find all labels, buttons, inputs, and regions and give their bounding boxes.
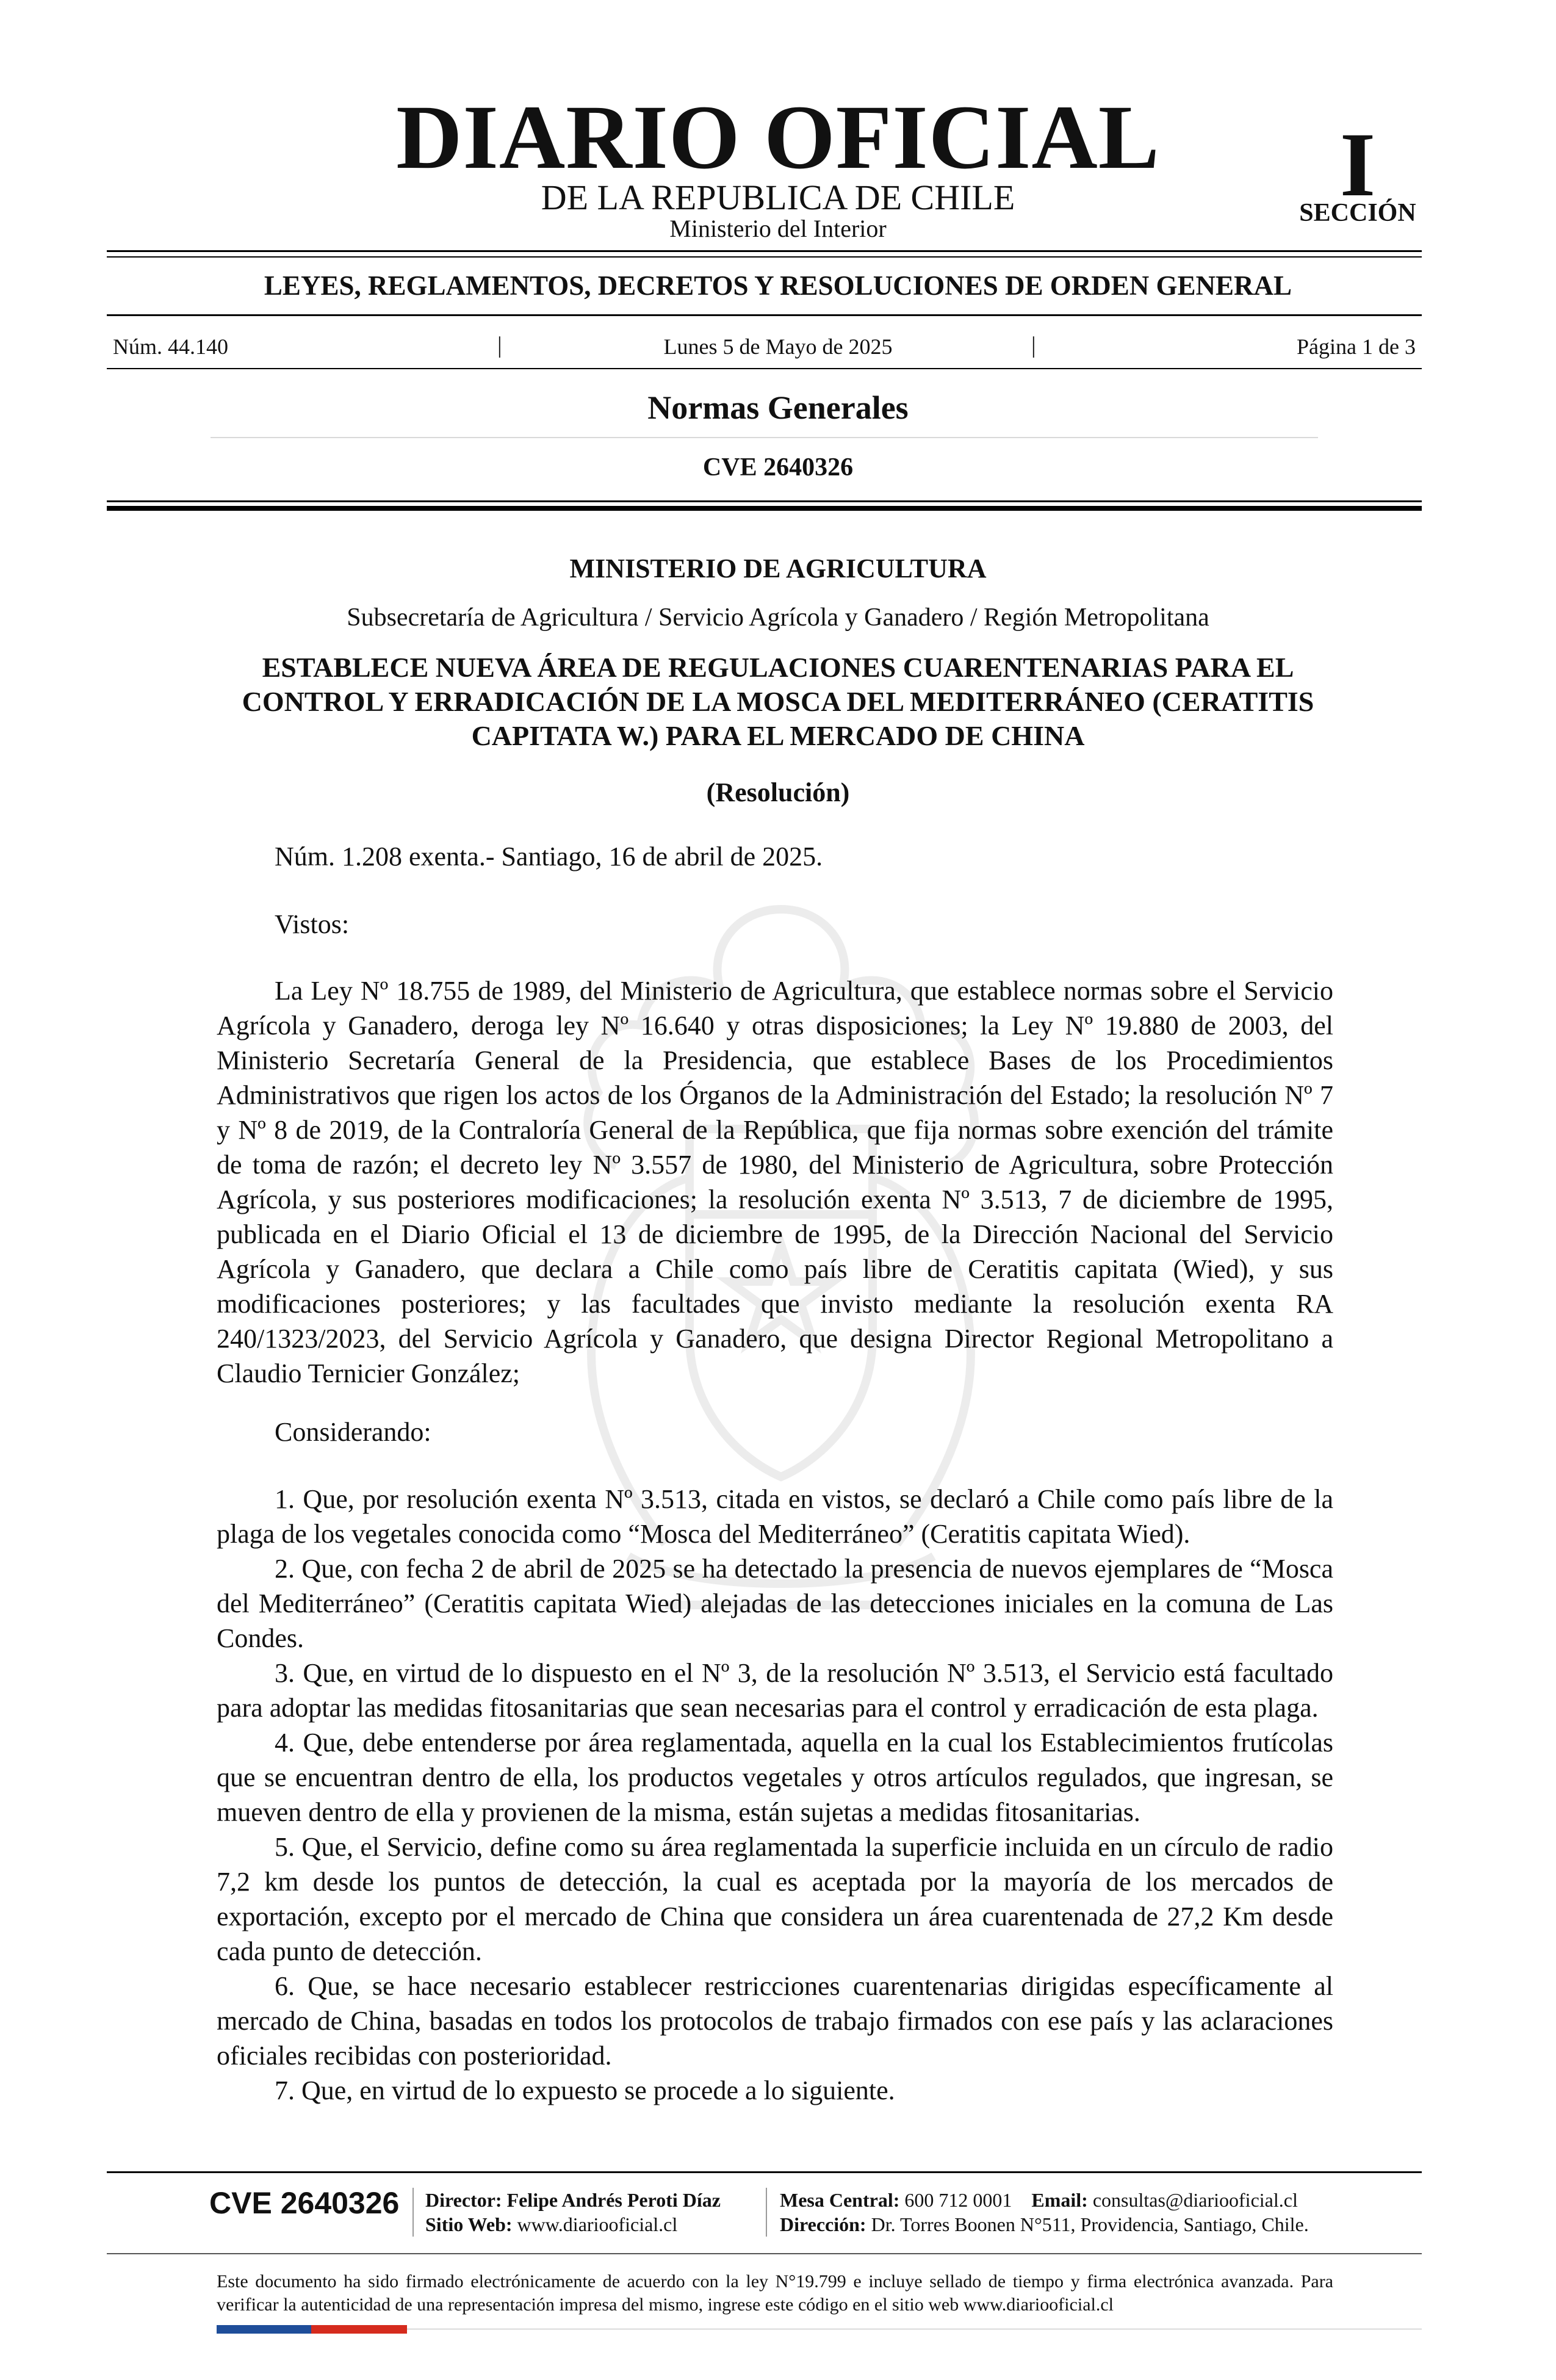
footer-rule-middle: [107, 2253, 1422, 2254]
issue-separator-left: |: [497, 333, 502, 358]
flag-bar-red: [311, 2325, 407, 2334]
document-title-line: CONTROL Y ERRADICACIÓN DE LA MOSCA DEL MEDITERRÁNEO (CERATITIS: [242, 686, 1314, 717]
considerando-item: 5. Que, el Servicio, define como su área reglamentada la superficie incluida en un círculo de radio 7,2 km desde los puntos de detección, la cual es aceptada por la mayoría de los mercados de exportación, excepto por el mercado de China que considera un área cuarentenada de 27,2 Km desde cada punto de detección.: [217, 1832, 1333, 1966]
category-bar: LEYES, REGLAMENTOS, DECRETOS Y RESOLUCIONES DE ORDEN GENERAL: [264, 270, 1292, 301]
issue-date: Lunes 5 de Mayo de 2025: [663, 334, 893, 359]
considerando-list: [217, 1482, 1333, 2108]
considerando-item: 3. Que, en virtud de lo dispuesto en el Nº 3, de la resolución Nº 3.513, el Servicio está facultado para adoptar las medidas fitosanitarias que sean necesarias para el control y erradicación de esta plaga.: [217, 1658, 1333, 1723]
document-title-line: CAPITATA W.) PARA EL MERCADO DE CHINA: [471, 720, 1085, 751]
considerando-item: 4. Que, debe entenderse por área reglamentada, aquella en la cual los Establecimientos frutícolas que se encuentran dentro de ella, los productos vegetales y otros artículos regulados, que ingresan, se mueven dentro de ella y provienen de la misma, están sujetas a medidas fitosanitarias.: [217, 1728, 1333, 1827]
masthead-rule-top: [107, 250, 1422, 252]
header-rule-bottom-1: [107, 500, 1422, 502]
director-name: Felipe Andrés Peroti Díaz: [506, 2189, 721, 2211]
document-title: [0, 651, 1556, 753]
address-label: Dirección:: [780, 2213, 866, 2235]
masthead-rule-top-2: [107, 256, 1422, 258]
issue-separator-right: |: [1031, 333, 1036, 358]
footer-separator-2: [766, 2188, 767, 2237]
considerando-item: 2. Que, con fecha 2 de abril de 2025 se ha detectado la presencia de nuevos ejemplares de “Mosca del Mediterráneo” (Ceratitis capitata Wied) alejadas de las detecciones iniciales en la comuna de Las Condes.: [217, 1554, 1333, 1653]
footer-separator-1: [412, 2188, 414, 2237]
footer-cve: CVE 2640326: [209, 2186, 400, 2220]
document-type: (Resolución): [706, 777, 850, 807]
newspaper-ministry: Ministerio del Interior: [669, 215, 887, 242]
issue-rule: [107, 368, 1422, 369]
site-label: Sitio Web:: [425, 2213, 513, 2235]
site-link[interactable]: www.diariooficial.cl: [517, 2213, 678, 2235]
email-link[interactable]: consultas@diariooficial.cl: [1092, 2189, 1298, 2211]
resolution-number-line: Núm. 1.208 exenta.- Santiago, 16 de abril de 2025.: [275, 842, 823, 871]
vistos-label: Vistos:: [275, 909, 350, 939]
email-label: Email:: [1031, 2189, 1088, 2211]
footer-contact: [780, 2188, 1309, 2237]
footer-director: [425, 2188, 721, 2237]
considerando-item: 1. Que, por resolución exenta Nº 3.513, citada en vistos, se declaró a Chile como país libre de la plaga de los vegetales conocida como “Mosca del Mediterráneo” (Ceratitis capitata Wied).: [217, 1484, 1333, 1549]
phone-label: Mesa Central:: [780, 2189, 900, 2211]
address-value: Dr. Torres Boonen N°511, Providencia, Santiago, Chile.: [871, 2213, 1309, 2235]
newspaper-subtitle: DE LA REPUBLICA DE CHILE: [541, 178, 1015, 217]
phone-value: 600 712 0001: [904, 2189, 1012, 2211]
flag-bar-blue: [217, 2325, 311, 2334]
issue-number: Núm. 44.140: [113, 334, 228, 359]
footer-rule-top: [107, 2171, 1422, 2173]
newspaper-title: DIARIO OFICIAL: [396, 87, 1160, 188]
document-ministry: MINISTERIO DE AGRICULTURA: [569, 554, 987, 583]
header-rule-bottom-2: [107, 506, 1422, 511]
section-number: I: [1339, 114, 1376, 215]
director-label: Director:: [425, 2189, 502, 2211]
section-heading-rule: [211, 437, 1318, 438]
vistos-paragraph: La Ley Nº 18.755 de 1989, del Ministerio de Agricultura, que establece normas sobre el Servicio Agrícola y Ganadero, deroga ley Nº 16.640 y otras disposiciones; la Ley Nº 19.880 de 2003, del Ministerio Secretaría General de la Presidencia, que establece Bases de los Procedimientos Administrativos que rigen los actos de los Órganos de la Administración del Estado; la resolución Nº 7 y Nº 8 de 2019, de la Contraloría General de la República, que fija normas sobre exención del trámite de toma de razón; el decreto ley Nº 3.557 de 1980, del Ministerio de Agricultura, sobre Protección Agrícola, y sus posteriores modificaciones; la resolución exenta Nº 3.513, 7 de diciembre de 1995, publicada en el Diario Oficial el 13 de diciembre de 1995, de la Dirección Nacional del Servicio Agrícola y Ganadero, que declara a Chile como país libre de Ceratitis capitata (Wied), y sus modificaciones posteriores; y las facultades que invisto mediante la resolución exenta RA 240/1323/2023, del Servicio Agrícola y Ganadero, que designa Director Regional Metropolitano a Claudio Ternicier González;: [217, 976, 1333, 1388]
section-heading: Normas Generales: [647, 389, 909, 426]
footer-legal-note: Este documento ha sido firmado electrónicamente de acuerdo con la ley N°19.799 e incluye sellado de tiempo y firma electrónica avanzada. Para verificar la autenticidad de una representación impresa del mismo, ingrese este código en el sitio web www.diariooficial.cl: [217, 2271, 1333, 2315]
cve-heading: CVE 2640326: [702, 453, 854, 481]
considerando-label: Considerando:: [275, 1417, 431, 1447]
document-subsecretaria: Subsecretaría de Agricultura / Servicio Agrícola y Ganadero / Región Metropolitana: [347, 604, 1209, 632]
category-rule: [107, 314, 1422, 316]
issue-page: Página 1 de 3: [1297, 334, 1416, 359]
considerando-item: 7. Que, en virtud de lo expuesto se procede a lo siguiente.: [275, 2075, 895, 2105]
section-label: SECCIÓN: [1299, 199, 1416, 227]
considerando-item: 6. Que, se hace necesario establecer restricciones cuarentenarias dirigidas específicamente al mercado de China, basadas en todos los protocolos de trabajo firmados con ese país y las aclaraciones oficiales recibidas con posterioridad.: [217, 1971, 1333, 2071]
document-title-line: ESTABLECE NUEVA ÁREA DE REGULACIONES CUARENTENARIAS PARA EL: [262, 652, 1294, 683]
